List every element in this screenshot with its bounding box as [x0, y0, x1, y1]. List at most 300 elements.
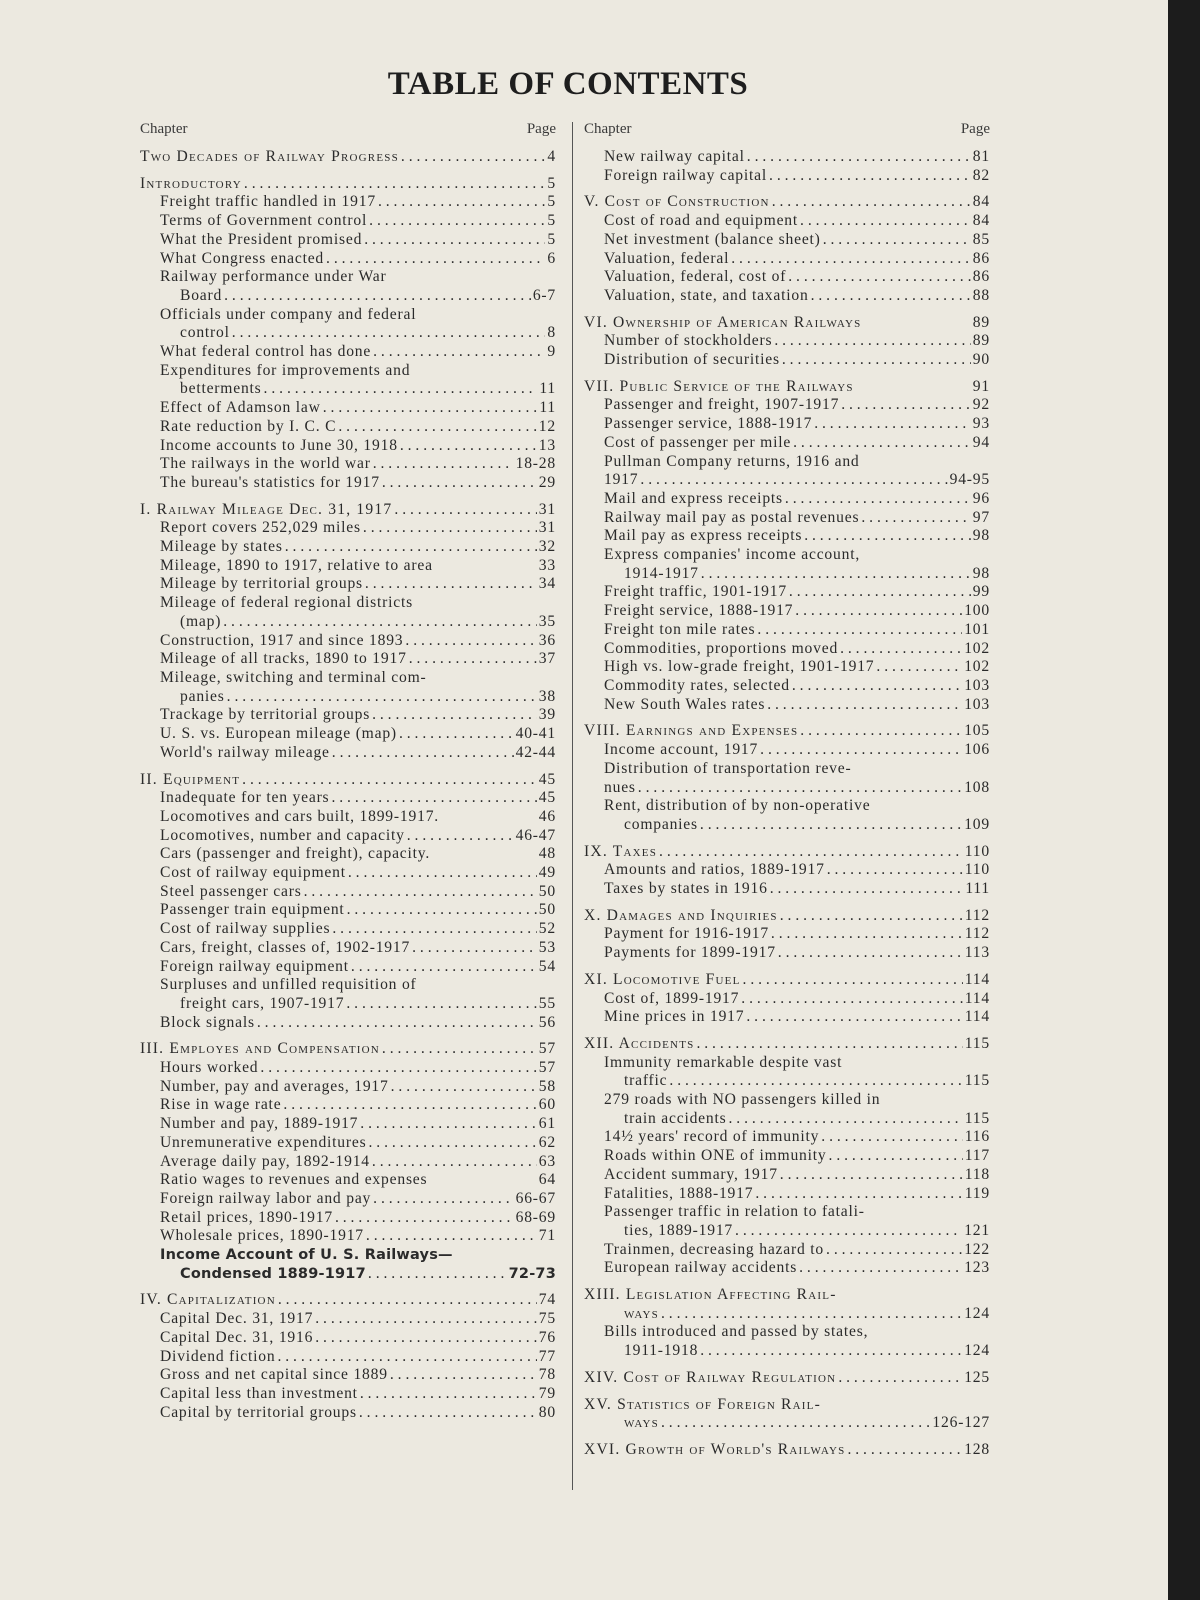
entry-title: 1917: [604, 471, 639, 489]
toc-entry: [140, 632, 556, 651]
entry-page-number: 102: [964, 639, 990, 657]
toc-entry: [140, 939, 556, 958]
chapter-entry: [584, 314, 990, 333]
entry-title: Railway mail pay as postal revenues: [604, 508, 860, 526]
toc-entry: [584, 1414, 990, 1433]
entry-page-number: 121: [964, 1221, 990, 1239]
dot-leader: [669, 1072, 962, 1091]
toc-entry: [584, 696, 990, 715]
entry-title: Hours worked: [160, 1059, 259, 1077]
toc-entry: [584, 741, 990, 760]
entry-page-number: 56: [538, 1013, 556, 1031]
entry-page-number: 45: [538, 770, 556, 788]
entry-title: Freight traffic, 1901-1917: [604, 583, 787, 601]
toc-entry: [140, 650, 556, 669]
dot-leader: [741, 990, 963, 1009]
entry-page-number: 36: [538, 631, 556, 649]
toc-entry: [140, 1246, 556, 1265]
entry-title: Payment for 1916-1917: [604, 925, 769, 943]
book-gutter: [1168, 0, 1200, 1600]
entry-title: Board: [180, 286, 223, 304]
toc-entry: [584, 250, 990, 269]
dot-leader: [360, 1385, 537, 1404]
dot-leader: [407, 827, 514, 846]
dot-leader: [365, 575, 537, 594]
toc-entry: [584, 640, 990, 659]
toc-entry: [140, 557, 556, 576]
dot-leader: [277, 1348, 536, 1367]
entry-page-number: 45: [538, 789, 556, 807]
entry-page-number: 92: [972, 396, 990, 414]
dot-leader: [359, 1404, 537, 1423]
toc-entry: [140, 1014, 556, 1033]
entry-title: Mine prices in 1917: [604, 1008, 745, 1026]
entry-title: Distribution of securities: [604, 351, 780, 369]
dot-leader: [795, 602, 962, 621]
entry-title: Number, pay and averages, 1917: [160, 1077, 389, 1095]
entry-title: Taxes by states in 1916: [604, 880, 768, 898]
entry-title: Mail pay as express receipts: [604, 527, 803, 545]
dot-leader: [331, 789, 536, 808]
entry-page-number: 98: [972, 527, 990, 545]
toc-entry: [584, 602, 990, 621]
dot-leader: [826, 1241, 962, 1260]
entry-title: Rise in wage rate: [160, 1096, 282, 1114]
toc-entry: [140, 1153, 556, 1172]
toc-entry: [584, 167, 990, 186]
entry-title: VII. Public Service of the Railways: [584, 377, 854, 395]
entry-page-number: 123: [964, 1259, 990, 1277]
entry-page-number: 29: [538, 473, 556, 491]
dot-leader: [338, 418, 536, 437]
entry-page-number: 117: [964, 1147, 990, 1165]
toc-entry: [584, 1008, 990, 1027]
toc-entry: [584, 861, 990, 880]
dot-leader: [360, 1115, 537, 1134]
entry-page-number: 114: [964, 970, 990, 988]
dot-leader: [735, 1222, 962, 1241]
entry-title: Cars (passenger and freight), capacity.: [160, 845, 431, 863]
entry-title: Net investment (balance sheet): [604, 230, 821, 248]
page-heading: Page: [960, 121, 990, 137]
dot-leader: [409, 650, 537, 669]
entry-title: Inadequate for ten years: [160, 789, 330, 807]
entry-title: New South Wales rates: [604, 695, 766, 713]
entry-page-number: 86: [972, 268, 990, 286]
entry-title: Cost of passenger per mile: [604, 433, 792, 451]
toc-entry: [584, 1072, 990, 1091]
entry-page-number: 112: [964, 906, 990, 924]
entry-title: Roads within ONE of immunity: [604, 1147, 827, 1165]
entry-page-number: 115: [964, 1034, 990, 1052]
dot-leader: [257, 1014, 537, 1033]
chapter-entry: [584, 907, 990, 926]
dot-leader: [348, 864, 537, 883]
entry-title: V. Cost of Construction: [584, 193, 770, 211]
entry-page-number: 55: [538, 994, 556, 1012]
chapter-heading: Chapter: [584, 121, 632, 137]
dot-leader: [782, 351, 971, 370]
toc-entry: [584, 1054, 990, 1073]
entry-page-number: 5: [547, 230, 556, 248]
entry-title: XV. Statistics of Foreign Rail-: [584, 1395, 821, 1413]
entry-title: Introductory: [140, 174, 242, 192]
toc-entry: [140, 380, 556, 399]
entry-title: Rent, distribution of by non-operative: [604, 797, 871, 815]
dot-leader: [304, 883, 537, 902]
entry-page-number: 110: [964, 861, 990, 879]
chapter-entry: [140, 175, 556, 194]
toc-section: [584, 907, 990, 963]
chapter-entry: [584, 722, 990, 741]
dot-leader: [861, 509, 970, 528]
entry-title: What Congress enacted: [160, 249, 325, 267]
toc-entry: [584, 583, 990, 602]
toc-entry: [140, 231, 556, 250]
entry-title: panies: [180, 687, 225, 705]
dot-leader: [364, 231, 545, 250]
entry-page-number: 98: [972, 564, 990, 582]
toc-section: [140, 1291, 556, 1422]
entry-page-number: 108: [964, 778, 990, 796]
entry-title: Freight traffic handled in 1917: [160, 193, 376, 211]
dot-leader: [285, 538, 537, 557]
toc-entry: [140, 1227, 556, 1246]
dot-leader: [838, 1369, 962, 1388]
entry-title: Surpluses and unfilled requisition of: [160, 976, 417, 994]
entry-title: Rate reduction by I. C. C: [160, 417, 337, 435]
dot-leader: [366, 1227, 537, 1246]
dot-leader: [729, 1110, 963, 1129]
toc-entry: [584, 944, 990, 963]
column-header: [140, 118, 556, 140]
entry-page-number: 63: [538, 1152, 556, 1170]
chapter-entry: [140, 1291, 556, 1310]
dot-leader: [827, 861, 963, 880]
toc-entry: [140, 920, 556, 939]
toc-section: [584, 1396, 990, 1433]
entry-title: Average daily pay, 1892-1914: [160, 1152, 370, 1170]
entry-page-number: 31: [538, 500, 556, 518]
entry-title: Bills introduced and passed by states,: [604, 1323, 869, 1341]
toc-section: [584, 1441, 990, 1460]
dot-leader: [373, 455, 514, 474]
entry-title: Capital by territorial groups: [160, 1403, 357, 1421]
entry-page-number: 31: [538, 519, 556, 537]
dot-leader: [799, 1259, 962, 1278]
toc-entry: [140, 575, 556, 594]
toc-entry: [584, 453, 990, 472]
entry-title: Valuation, federal, cost of: [604, 268, 787, 286]
entry-page-number: 80: [538, 1403, 556, 1421]
dot-leader: [242, 771, 537, 790]
entry-title: Passenger traffic in relation to fatali-: [604, 1203, 865, 1221]
dot-leader: [372, 706, 537, 725]
dot-leader: [789, 583, 971, 602]
entry-title: Retail prices, 1890-1917: [160, 1208, 333, 1226]
dot-leader: [778, 944, 963, 963]
dot-leader: [335, 1209, 514, 1228]
entry-title: Locomotives, number and capacity: [160, 826, 405, 844]
entry-page-number: 126-127: [932, 1414, 990, 1432]
entry-page-number: 89: [972, 332, 990, 350]
entry-page-number: 113: [964, 944, 990, 962]
entry-page-number: 94-95: [949, 471, 990, 489]
entry-page-number: 61: [538, 1115, 556, 1133]
entry-page-number: 112: [964, 925, 990, 943]
toc-entry: [140, 250, 556, 269]
entry-title: ways: [624, 1414, 659, 1432]
chapter-entry: [140, 501, 556, 520]
toc-entry: [584, 990, 990, 1009]
entry-title: Dividend fiction: [160, 1347, 276, 1365]
entry-page-number: 58: [538, 1077, 556, 1095]
dot-leader: [363, 519, 537, 538]
toc-entry: [584, 471, 990, 490]
entry-title: Freight service, 1888-1917: [604, 602, 794, 620]
toc-entry: [140, 1366, 556, 1385]
entry-page-number: 94: [972, 433, 990, 451]
toc-entry: [584, 351, 990, 370]
entry-title: 1914-1917: [624, 564, 699, 582]
entry-title: New railway capital: [604, 148, 745, 165]
dot-leader: [400, 437, 537, 456]
dot-leader: [368, 1265, 507, 1284]
dot-leader: [661, 1305, 962, 1324]
toc-entry: [584, 1166, 990, 1185]
toc-entry: [140, 1329, 556, 1348]
left-entries: [140, 148, 556, 1422]
entry-title: The bureau's statistics for 1917: [160, 473, 380, 491]
toc-entry: [584, 231, 990, 250]
entry-title: Commodities, proportions moved: [604, 639, 839, 657]
entry-title: Express companies' income account,: [604, 546, 861, 564]
dot-leader: [412, 939, 537, 958]
toc-entry: [584, 658, 990, 677]
entry-page-number: 53: [538, 938, 556, 956]
entry-title: 1911-1918: [624, 1342, 699, 1360]
entry-page-number: 110: [964, 842, 990, 860]
dot-leader: [369, 212, 545, 231]
entry-title: XI. Locomotive Fuel: [584, 970, 741, 988]
toc-entry: [140, 1190, 556, 1209]
toc-entry: [584, 546, 990, 565]
entry-title: Steel passenger cars: [160, 882, 302, 900]
toc-entry: [140, 1348, 556, 1367]
toc-entry: [584, 1342, 990, 1361]
toc-entry: [140, 193, 556, 212]
toc-entry: [584, 1203, 990, 1222]
entry-title: Mileage by territorial groups: [160, 575, 363, 593]
toc-entry: [140, 324, 556, 343]
chapter-entry: [140, 148, 556, 167]
entry-page-number: 57: [538, 1059, 556, 1077]
toc-entry: [140, 306, 556, 325]
dot-leader: [232, 324, 546, 343]
entry-title: Locomotives and cars built, 1899-1917.: [160, 807, 439, 825]
dot-leader: [804, 527, 971, 546]
entry-page-number: 68-69: [515, 1208, 556, 1226]
entry-title: control: [180, 324, 230, 342]
entry-title: 14½ years' record of immunity: [604, 1128, 820, 1146]
toc-section: [584, 722, 990, 834]
toc-section: [584, 1035, 990, 1278]
entry-page-number: 88: [972, 286, 990, 304]
dot-leader: [780, 907, 963, 926]
toc-entry: [140, 706, 556, 725]
dot-leader: [405, 632, 536, 651]
dot-leader: [638, 779, 962, 798]
dot-leader: [788, 268, 971, 287]
dot-leader: [785, 490, 971, 509]
dot-leader: [770, 880, 964, 899]
entry-title: betterments: [180, 380, 262, 398]
toc-entry: [584, 1305, 990, 1324]
entry-page-number: 12: [538, 417, 556, 435]
entry-page-number: 102: [964, 658, 990, 676]
toc-entry: [584, 527, 990, 546]
entry-title: What federal control has done: [160, 343, 372, 361]
column-divider: [572, 122, 573, 1490]
toc-entry: [140, 594, 556, 613]
dot-leader: [793, 434, 971, 453]
dot-leader: [829, 1147, 963, 1166]
toc-entry: [584, 1241, 990, 1260]
toc-entry: [584, 268, 990, 287]
entry-title: XIII. Legislation Affecting Rail-: [584, 1286, 837, 1304]
entry-title: Cost of railway supplies: [160, 920, 331, 938]
entry-page-number: 90: [972, 351, 990, 369]
entry-page-number: 114: [964, 1008, 990, 1026]
entry-title: Mileage by states: [160, 538, 283, 556]
toc-entry: [584, 490, 990, 509]
dot-leader: [823, 231, 971, 250]
toc-entry: [140, 688, 556, 707]
entry-title: Two Decades of Railway Progress: [140, 148, 399, 165]
entry-page-number: 97: [972, 508, 990, 526]
entry-title: freight cars, 1907-1917: [180, 994, 345, 1012]
dot-leader: [840, 640, 962, 659]
entry-page-number: 39: [538, 706, 556, 724]
toc-entry: [140, 901, 556, 920]
toc-entry: [140, 1059, 556, 1078]
dot-leader: [640, 471, 947, 490]
toc-entry: [584, 415, 990, 434]
toc-section: [584, 971, 990, 1027]
entry-page-number: 114: [964, 989, 990, 1007]
toc-section: [584, 1286, 990, 1361]
entry-page-number: 5: [547, 212, 556, 230]
entry-title: I. Railway Mileage Dec. 31, 1917: [140, 500, 393, 518]
entry-page-number: 76: [538, 1328, 556, 1346]
entry-title: Valuation, federal: [604, 249, 730, 267]
dot-leader: [223, 613, 537, 632]
entry-title: Report covers 252,029 miles: [160, 519, 361, 537]
dot-leader: [332, 744, 514, 763]
dot-leader: [326, 250, 545, 269]
entry-page-number: 57: [538, 1040, 556, 1058]
entry-title: Capital less than investment: [160, 1385, 358, 1402]
toc-entry: [584, 760, 990, 779]
entry-title: Distribution of transportation reve-: [604, 759, 852, 777]
entry-page-number: 115: [964, 1109, 990, 1127]
toc-entry: [140, 958, 556, 977]
toc-entry: [584, 1259, 990, 1278]
entry-page-number: 4: [547, 148, 556, 165]
toc-entry: [140, 1265, 556, 1284]
entry-title: Unremunerative expenditures: [160, 1133, 367, 1151]
dot-leader: [278, 1291, 537, 1310]
entry-title: Mileage of all tracks, 1890 to 1917: [160, 650, 407, 668]
toc-entry: [140, 845, 556, 864]
entry-title: Terms of Government control: [160, 212, 368, 230]
toc-entry: [584, 1185, 990, 1204]
toc-section: [584, 148, 990, 185]
chapter-entry: [584, 971, 990, 990]
entry-page-number: 75: [538, 1310, 556, 1328]
toc-entry: [140, 1096, 556, 1115]
entry-page-number: 101: [964, 620, 990, 638]
toc-entry: [140, 613, 556, 632]
entry-page-number: 13: [538, 436, 556, 454]
entry-page-number: 89: [972, 313, 990, 331]
entry-page-number: 118: [964, 1165, 990, 1183]
entry-page-number: 11: [539, 380, 556, 398]
entry-title: Cost of railway equipment: [160, 864, 346, 882]
entry-title: Accident summary, 1917: [604, 1165, 778, 1183]
toc-entry: [584, 1222, 990, 1241]
dot-leader: [792, 677, 962, 696]
dot-leader: [847, 1441, 962, 1460]
toc-entry: [584, 925, 990, 944]
entry-title: Fatalities, 1888-1917: [604, 1184, 754, 1202]
entry-title: Officials under company and federal: [160, 305, 417, 323]
entry-title: Capital Dec. 31, 1916: [160, 1328, 314, 1346]
entry-page-number: 84: [972, 212, 990, 230]
entry-title: Mileage, switching and terminal com-: [160, 668, 427, 686]
entry-page-number: 37: [538, 650, 556, 668]
toc-entry: [140, 1209, 556, 1228]
dot-leader: [347, 901, 537, 920]
dot-leader: [394, 501, 536, 520]
chapter-entry: [584, 1035, 990, 1054]
entry-page-number: 46: [538, 807, 556, 825]
entry-page-number: 86: [972, 249, 990, 267]
entry-page-number: 99: [972, 583, 990, 601]
toc-entry: [140, 287, 556, 306]
entry-page-number: 91: [972, 377, 990, 395]
entry-title: traffic: [624, 1072, 668, 1090]
toc-entry: [140, 1078, 556, 1097]
chapter-entry: [584, 193, 990, 212]
entry-page-number: 46-47: [515, 826, 556, 844]
chapter-entry: [140, 771, 556, 790]
entry-page-number: 40-41: [515, 725, 556, 743]
toc-entry: [584, 509, 990, 528]
toc-entry: [584, 880, 990, 899]
dot-leader: [315, 1310, 537, 1329]
dot-leader: [731, 250, 971, 269]
entry-title: Passenger service, 1888-1917: [604, 415, 813, 433]
entry-page-number: 84: [972, 193, 990, 211]
toc-entry: [140, 268, 556, 287]
toc-entry: [140, 519, 556, 538]
entry-title: Foreign railway equipment: [160, 957, 349, 975]
entry-title: Condensed 1889-1917: [180, 1265, 366, 1282]
entry-title: ways: [624, 1304, 659, 1322]
entry-title: Block signals: [160, 1013, 255, 1031]
entry-page-number: 81: [972, 148, 990, 165]
